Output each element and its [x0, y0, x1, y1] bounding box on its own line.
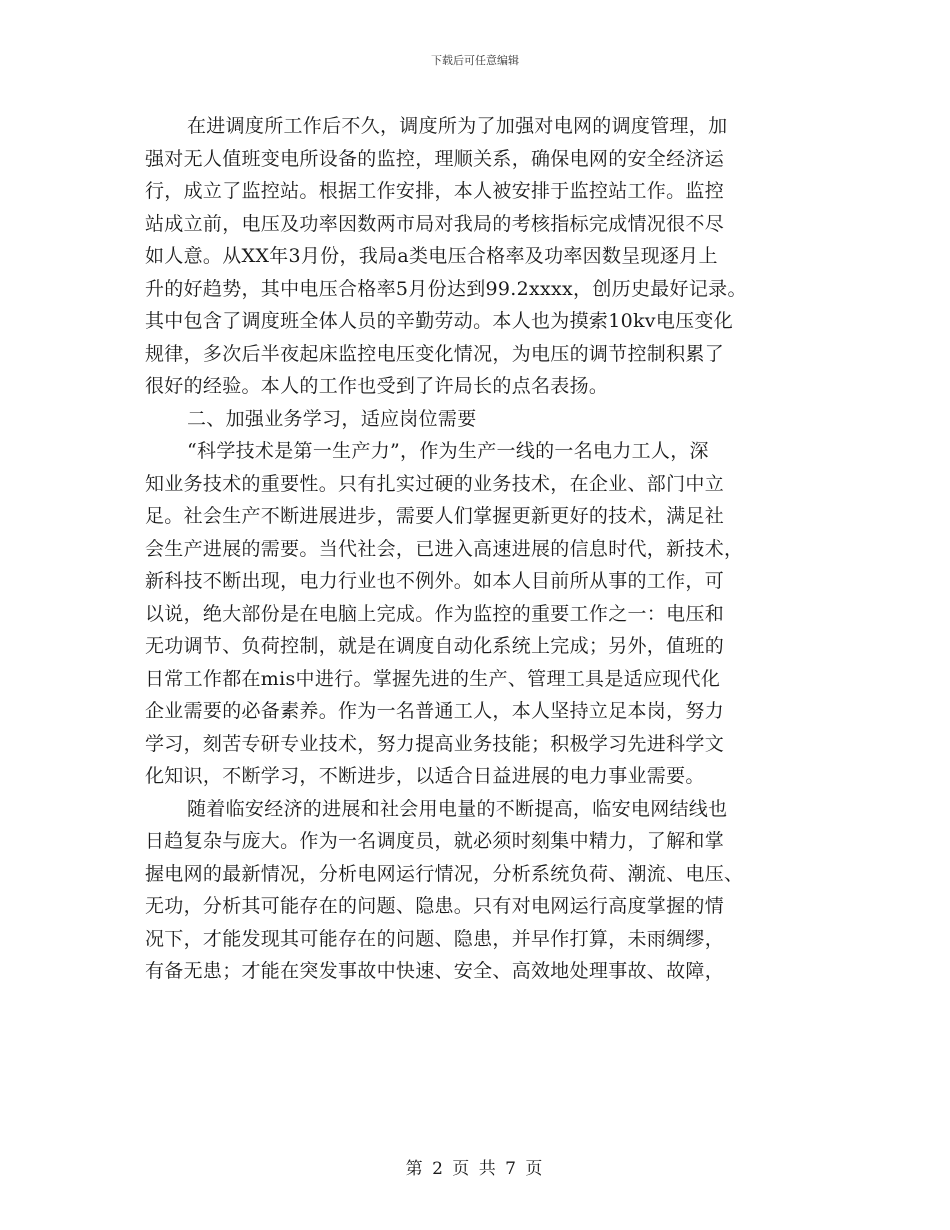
text-line: 在进调度所工作后不久，调度所为了加强对电网的调度管理，加 [187, 115, 728, 137]
text-line: 无功，分析其可能存在的问题、隐患。只有对电网运行高度掌握的情 [145, 895, 725, 917]
text-line: 足。社会生产不断进展进步，需要人们掌握更新更好的技术，满足社 [145, 505, 725, 527]
text-line: 日常工作都在mis中进行。掌握先进的生产、管理工具是适应现代化 [145, 667, 721, 690]
text-line: 强对无人值班变电所设备的监控，理顺关系，确保电网的安全经济运 [145, 147, 725, 170]
text-line: 学习，刻苦专研专业技术，努力提高业务技能；积极学习先进科学文 [145, 732, 725, 755]
text-line: 会生产进展的需要。当代社会，已进入高速进展的信息时代，新技术， [145, 537, 744, 560]
text-line: 有备无患；才能在突发事故中快速、安全、高效地处理事故、故障， [145, 960, 725, 982]
text-line: 如人意。从XX年3月份，我局a类电压合格率及功率因数呈现逐月上 [145, 245, 718, 267]
text-line: 规律，多次后半夜起床监控电压变化情况，为电压的调节控制积累了 [145, 342, 725, 365]
document-body [145, 110, 810, 988]
text-line: 无功调节、负荷控制，就是在调度自动化系统上完成；另外，值班的 [145, 635, 725, 657]
text-line: 况下，才能发现其可能存在的问题、隐患，并早作打算，未雨绸缪， [145, 927, 725, 950]
text-line: 新科技不断出现，电力行业也不例外。如本人目前所从事的工作，可 [145, 570, 725, 592]
text-line: 握电网的最新情况，分析电网运行情况，分析系统负荷、潮流、电压、 [145, 862, 744, 885]
text-line: 企业需要的必备素养。作为一名普通工人，本人坚持立足本岗，努力 [145, 700, 725, 722]
text-line: 二、加强业务学习，适应岗位需要 [187, 407, 477, 430]
page-number: 第 2 页 共 7 页 [405, 1159, 545, 1179]
text-line: “科学技术是第一生产力”，作为生产一线的一名电力工人，深 [187, 440, 709, 462]
text-line: 站成立前，电压及功率因数两市局对我局的考核指标完成情况很不尽 [145, 212, 725, 235]
page-header: 下载后可任意编辑 [431, 54, 519, 67]
text-line: 化知识，不断学习，不断进步，以适合日益进展的电力事业需要。 [145, 765, 705, 787]
text-line: 其中包含了调度班全体人员的辛勤劳动。本人也为摸索10kv电压变化 [145, 310, 734, 332]
text-line: 升的好趋势，其中电压合格率5月份达到99.2xxxx，创历史最好记录。 [145, 277, 747, 300]
text-line: 随着临安经济的进展和社会用电量的不断提高，临安电网结线也 [187, 797, 728, 820]
text-line: 很好的经验。本人的工作也受到了许局长的点名表扬。 [145, 375, 609, 397]
text-line: 日趋复杂与庞大。作为一名调度员，就必须时刻集中精力，了解和掌 [145, 830, 725, 852]
text-line: 以说，绝大部份是在电脑上完成。作为监控的重要工作之一：电压和 [145, 602, 725, 625]
text-line: 知业务技术的重要性。只有扎实过硬的业务技术，在企业、部门中立 [145, 472, 725, 495]
text-line: 行，成立了监控站。根据工作安排，本人被安排于监控站工作。监控 [145, 180, 725, 202]
